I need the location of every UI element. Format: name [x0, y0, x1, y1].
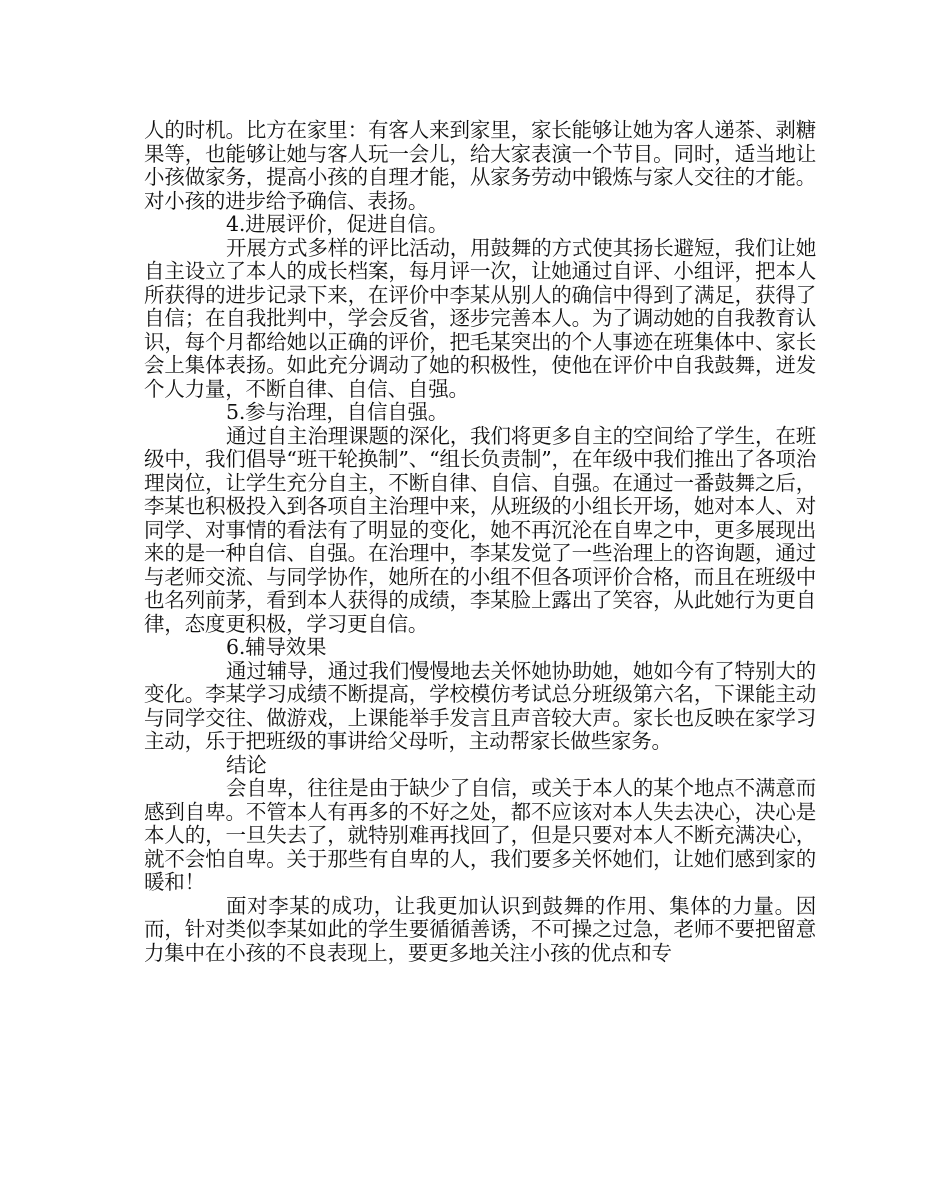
- paragraph-closing: 面对李某的成功，让我更加认识到鼓舞的作用、集体的力量。因而，针对类似李某如此的学生要循循善诱，不可操之过急，老师不要把留意力集中在小孩的不良表现上，要更多地关注小孩的优点和专: [144, 893, 816, 965]
- paragraph-conclusion: 会自卑，往往是由于缺少了自信，或关于本人的某个地点不满意而感到自卑。不管本人有再多的不好之处，都不应该对本人失去决心，决心是本人的，一旦失去了，就特别难再找回了，但是只要对本人不断充满决心，就不会怕自卑。关于那些有自卑的人，我们要多关怀她们，让她们感到家的暖和！: [144, 776, 816, 894]
- section-heading-6: 6.辅导效果: [226, 635, 327, 659]
- section-heading-conclusion: 结论: [226, 752, 267, 777]
- paragraph-intro: 人的时机。比方在家里：有客人来到家里，家长能够让她为客人递茶、剥糖果等，也能够让她与客人玩一会儿，给大家表演一个节目。同时，适当地让小孩做家务，提高小孩的自理才能，从家务劳动中锻炼与家人交往的才能。对小孩的进步给予确信、表扬。: [144, 118, 816, 213]
- paragraph-evaluation: 开展方式多样的评比活动，用鼓舞的方式使其扬长避短，我们让她自主设立了本人的成长档案，每月评一次，让她通过自评、小组评，把本人所获得的进步记录下来，在评价中李某从别人的确信中得到了满足，获得了自信；在自我批判中，学会反省，逐步完善本人。为了调动她的自我教育认识，每个月都给她以正确的评价，把毛某突出的个人事迹在班集体中、家长会上集体表扬。如此充分调动了她的积极性，使他在评价中自我鼓舞，迸发个人力量，不断自律、自信、自强。: [144, 235, 816, 401]
- section-heading-5: 5.参与治理，自信自强。: [226, 400, 449, 424]
- paragraph-management: 通过自主治理课题的深化，我们将更多自主的空间给了学生，在班级中，我们倡导“班干轮换制”、“组长负责制”，在年级中我们推出了各项治理岗位，让学生充分自主，不断自律、自信、自强。在通过一番鼓舞之后，李某也积极投入到各项自主治理中来，从班级的小组长开场，她对本人、对同学、对事情的看法有了明显的变化，她不再沉沦在自卑之中，更多展现出来的是一种自信、自强。在治理中，李某发觉了一些治理上的咨询题，通过与老师交流、与同学协作，她所在的小组不但各项评价合格，而且在班级中也名列前茅，看到本人获得的成绩，李某脸上露出了笑容，从此她行为更自律，态度更积极，学习更自信。: [144, 423, 816, 636]
- section-heading-4: 4.进展评价，促进自信。: [226, 212, 449, 236]
- document-page: [144, 119, 816, 965]
- paragraph-effect: 通过辅导，通过我们慢慢地去关怀她协助她，她如今有了特别大的变化。李某学习成绩不断提高，学校模仿考试总分班级第六名，下课能主动与同学交往、做游戏，上课能举手发言且声音较大声。家长也反映在家学习主动，乐于把班级的事讲给父母听，主动帮家长做些家务。: [144, 658, 816, 753]
